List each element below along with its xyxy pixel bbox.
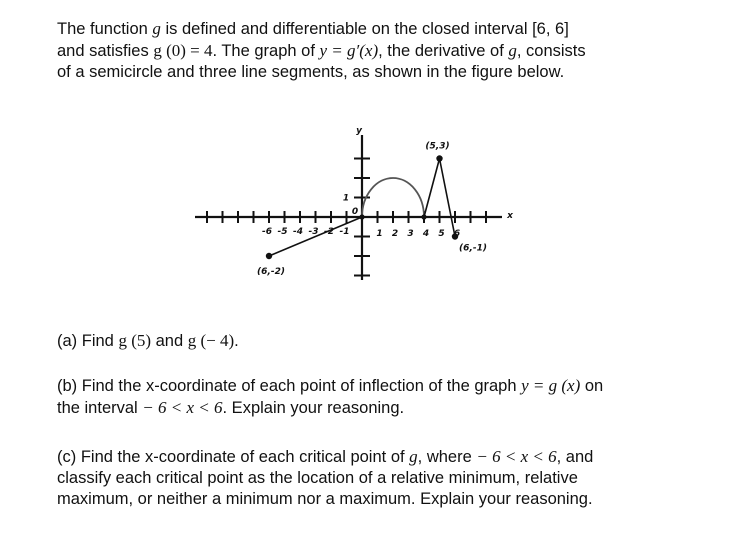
question-c — [57, 446, 707, 510]
intro-text-6: , consists — [516, 42, 586, 60]
qb-text-2: on — [580, 377, 604, 395]
qa-expr-2: g (− 4) — [187, 331, 235, 350]
qc-expr-1: g — [409, 447, 418, 466]
intro-text-3: and satisfies — [57, 42, 154, 60]
tick-label: -1 — [339, 227, 350, 237]
intro-text-1: The function — [57, 20, 153, 38]
problem-intro — [57, 18, 707, 83]
qb-text-1: (b) Find the x-coordinate of each point of inflection of the graph — [57, 377, 522, 395]
tick-label: 1 — [376, 229, 383, 239]
intro-g: g — [152, 19, 161, 38]
y-axis-label: y — [356, 126, 362, 136]
qb-text-4: . Explain your reasoning. — [222, 399, 405, 417]
tick-label: -3 — [308, 227, 319, 237]
intro-text-7: of a semicircle and three line segments, as shown in the figure below. — [57, 63, 565, 81]
tick-label: -5 — [277, 227, 288, 237]
intro-equation: y = g′(x) — [319, 41, 379, 60]
qc-text-3: , and — [556, 448, 594, 466]
qc-text-5: maximum, or neither a minimum nor a maximum. Explain your reasoning. — [57, 490, 593, 508]
graph-labels — [257, 126, 514, 277]
qb-expr-2: − 6 < x < 6 — [142, 398, 223, 417]
segment-peak — [424, 159, 455, 237]
intro-condition: g (0) = 4 — [153, 41, 213, 60]
tick-label: 6 — [453, 229, 461, 239]
tick-label: 5 — [438, 229, 445, 239]
qc-text-2: , where — [417, 448, 477, 466]
intro-g-2: g — [508, 41, 517, 60]
origin-point — [359, 214, 364, 219]
intro-text-4: . The graph of — [212, 42, 320, 60]
semicircle-end-point — [421, 214, 426, 219]
tick-label: -2 — [324, 227, 334, 237]
intro-text-2: is defined and differentiable on the closed interval [6, 6] — [160, 20, 569, 38]
qb-text-3: the interval — [57, 399, 143, 417]
graph-axes — [195, 135, 502, 280]
x-axis-label: x — [507, 211, 513, 221]
point-label: (6,-2) — [257, 267, 285, 277]
qa-expr-1: g (5) — [118, 331, 152, 350]
tick-label: -4 — [293, 227, 303, 237]
qc-text-1: (c) Find the x-coordinate of each critical point of — [57, 448, 410, 466]
point-label: (6,-1) — [459, 243, 487, 254]
qb-expr-1: y = g (x) — [521, 376, 581, 395]
qc-expr-2: − 6 < x < 6 — [476, 447, 557, 466]
intro-text-5: , the derivative of — [378, 42, 509, 60]
qa-text-3: . — [234, 332, 239, 350]
y-one-label: 1 — [342, 193, 350, 204]
qa-text-2: and — [151, 332, 188, 350]
tick-label: -6 — [262, 227, 272, 237]
tick-label: 4 — [422, 229, 430, 239]
question-a — [57, 330, 707, 352]
tick-label: 2 — [391, 229, 399, 239]
qa-text-1: (a) Find — [57, 332, 119, 350]
tick-label: 3 — [407, 229, 414, 239]
derivative-graph — [190, 120, 530, 300]
qc-text-4: classify each critical point as the location of a relative minimum, relative — [57, 469, 578, 487]
point-label: (5,3) — [425, 141, 450, 152]
endpoint-1 — [436, 155, 442, 161]
endpoint-0 — [266, 253, 272, 259]
question-b — [57, 375, 707, 419]
origin-label: 0 — [351, 207, 359, 217]
